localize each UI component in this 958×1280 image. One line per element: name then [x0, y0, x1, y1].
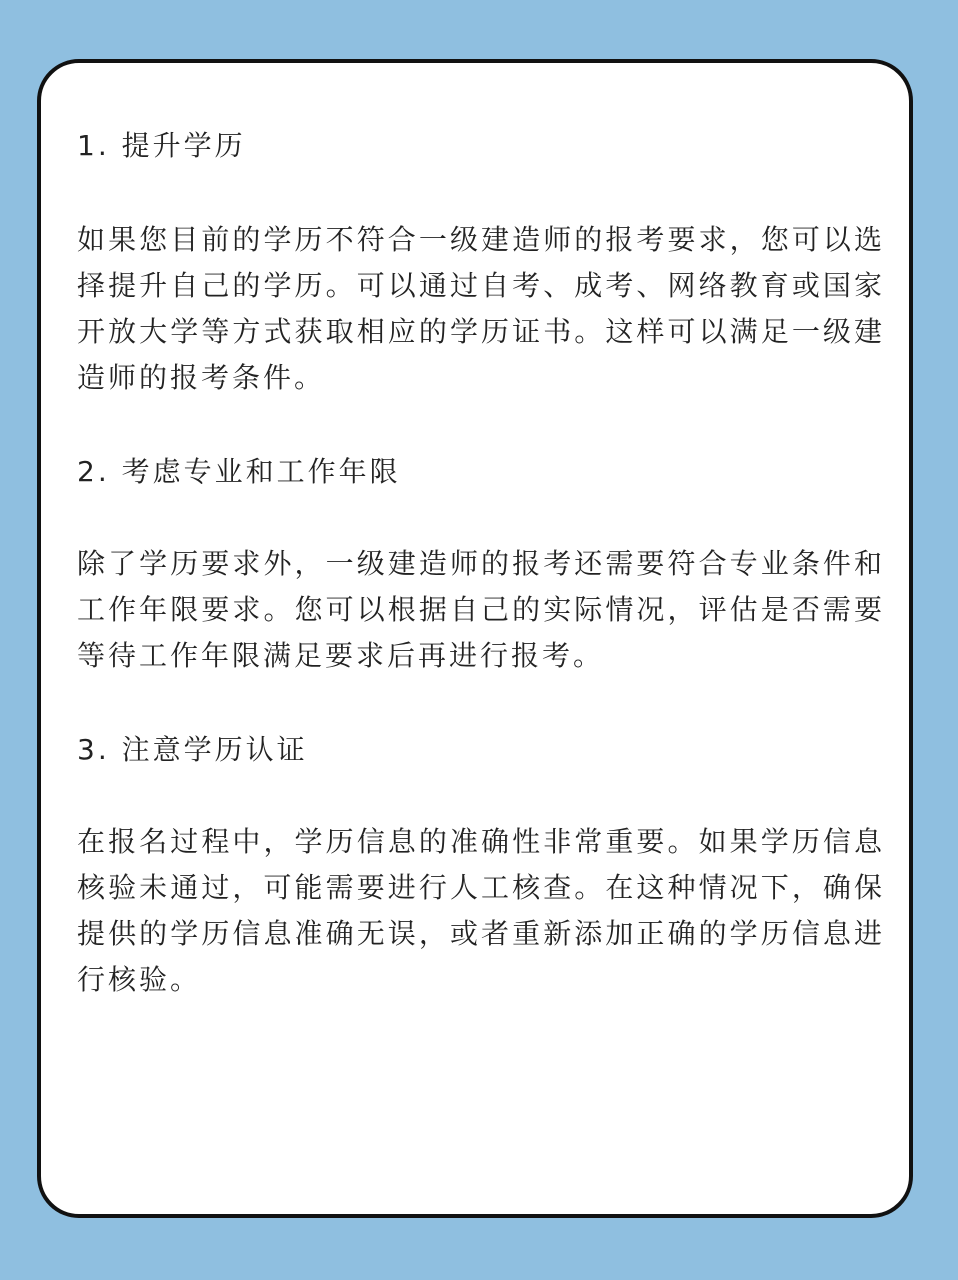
section-heading-1: 1. 提升学历	[77, 129, 246, 162]
section-heading-2: 2. 考虑专业和工作年限	[77, 455, 401, 488]
article-body	[77, 123, 885, 1003]
content-card	[37, 59, 913, 1218]
section-paragraph-2: 除了学历要求外，一级建造师的报考还需要符合专业条件和工作年限要求。您可以根据自己的实际情况，评估是否需要等待工作年限满足要求后再进行报考。	[77, 547, 885, 672]
section-paragraph-3: 在报名过程中，学历信息的准确性非常重要。如果学历信息核验未通过，可能需要进行人工核查。在这种情况下，确保提供的学历信息准确无误，或者重新添加正确的学历信息进行核验。	[77, 825, 885, 996]
section-heading-3: 3. 注意学历认证	[77, 733, 308, 766]
section-paragraph-1: 如果您目前的学历不符合一级建造师的报考要求，您可以选择提升自己的学历。可以通过自考、成考、网络教育或国家开放大学等方式获取相应的学历证书。这样可以满足一级建造师的报考条件。	[77, 223, 885, 394]
